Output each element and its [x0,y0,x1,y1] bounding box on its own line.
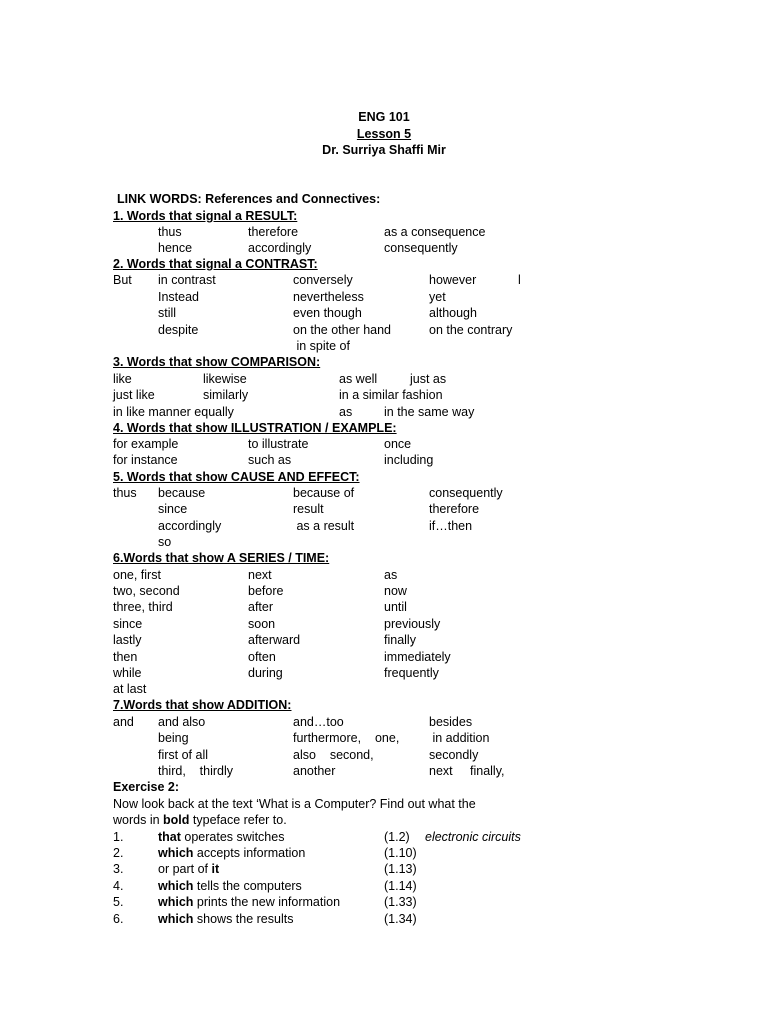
exercise-item-answer: electronic circuits [425,830,521,844]
list-item: now [384,584,407,598]
lesson-title: Lesson 5 [356,127,412,141]
list-item: for example [113,437,179,451]
list-item: lastly [113,633,142,647]
list-item: for instance [113,453,178,467]
list-item: similarly [203,388,249,402]
list-item: as [384,568,398,582]
exercise-item-text [158,894,340,910]
list-item: in spite of [293,339,350,353]
list-item: afterward [248,633,301,647]
list-item: therefore [429,502,480,516]
list-item: thus [113,486,137,500]
list-item: finally [384,633,416,647]
list-item: next finally, [429,764,505,778]
exercise-phrase: prints the new information [193,895,341,909]
list-item: accordingly [158,519,222,533]
list-item: in addition [429,731,490,745]
exercise-item-text [158,845,305,861]
list-item: likewise [203,372,247,386]
list-item: so [158,535,172,549]
list-item: also second, [293,748,374,762]
exercise-item-text [158,829,284,845]
list-item: previously [384,617,441,631]
exercise-phrase: accepts information [193,846,306,860]
list-item: since [113,617,143,631]
instruction-text: words in [113,813,164,827]
list-item: until [384,600,407,614]
exercise-item-number: 1. [113,830,124,844]
list-item: consequently [384,241,458,255]
exercise-item-text [158,911,293,927]
list-item: as a consequence [384,225,486,239]
exercise-item-text [158,861,219,877]
list-item: still [158,306,177,320]
list-item: in a similar fashion [339,388,443,402]
list-item: such as [248,453,292,467]
list-item: in contrast [158,273,216,287]
exercise-bold-word: which [158,879,194,893]
list-item: one, first [113,568,161,582]
list-item: while [113,666,142,680]
list-item: being [158,731,189,745]
list-item: conversely [293,273,353,287]
list-item: before [248,584,284,598]
list-item: third, thirdly [158,764,234,778]
list-item: three, third [113,600,173,614]
exercise-item-ref: (1.10) [384,846,417,860]
exercise-item-number: 6. [113,912,124,926]
list-item: during [248,666,283,680]
list-item: l [518,273,521,287]
list-item: as well [339,372,378,386]
instruction-text: typeface refer to. [189,813,287,827]
exercise-item-number: 2. [113,846,124,860]
list-item: as [339,405,353,419]
exercise-bold-word: it [211,862,220,876]
exercise-item-number: 5. [113,895,124,909]
exercise-item-number: 4. [113,879,124,893]
section-heading-illustration: 4. Words that show ILLUSTRATION / EXAMPLE: [113,421,397,435]
exercise-item-ref: (1.14) [384,879,417,893]
section-heading-comparison: 3. Words that show COMPARISON: [113,355,321,369]
exercise-bold-word: which [158,895,194,909]
list-item: in the same way [384,405,475,419]
exercise-phrase: or part of [158,862,212,876]
exercise-item-number: 3. [113,862,124,876]
list-item: if…then [429,519,473,533]
exercise-heading: Exercise 2: [113,780,180,794]
list-item: including [384,453,434,467]
list-item: because [158,486,206,500]
list-item: although [429,306,477,320]
list-item: and…too [293,715,344,729]
list-item: to illustrate [248,437,309,451]
section-heading-cause-effect: 5. Words that show CAUSE AND EFFECT: [113,470,360,484]
list-item: furthermore, one, [293,731,400,745]
list-item: despite [158,323,199,337]
list-item: in like manner equally [113,405,234,419]
list-item: besides [429,715,473,729]
exercise-phrase: tells the computers [193,879,302,893]
exercise-item-text [158,878,302,894]
list-item: just like [113,388,155,402]
list-item: next [248,568,272,582]
list-item: first of all [158,748,209,762]
list-item: like [113,372,132,386]
section-heading-addition: 7.Words that show ADDITION: [113,698,292,712]
exercise-instruction-cont [113,812,287,828]
list-item: result [293,502,324,516]
list-item: immediately [384,650,451,664]
exercise-item-ref: (1.33) [384,895,417,909]
section-heading-series-time: 6.Words that show A SERIES / TIME: [113,551,330,565]
exercise-item-ref: (1.2) [384,830,410,844]
list-item: at last [113,682,147,696]
list-item: yet [429,290,446,304]
list-item: however [429,273,477,287]
list-item: accordingly [248,241,312,255]
exercise-item-ref: (1.13) [384,862,417,876]
list-item: on the contrary [429,323,513,337]
author-name: Dr. Surriya Shaffi Mir [322,143,446,157]
exercise-item-ref: (1.34) [384,912,417,926]
list-item: nevertheless [293,290,364,304]
section-heading-contrast: 2. Words that signal a CONTRAST: [113,257,318,271]
exercise-bold-word: that [158,830,181,844]
list-item: another [293,764,336,778]
list-item: after [248,600,274,614]
list-item: since [158,502,188,516]
list-item: then [113,650,138,664]
list-item: thus [158,225,182,239]
list-item: often [248,650,276,664]
course-code: ENG 101 [358,110,410,124]
list-item: soon [248,617,276,631]
list-item: once [384,437,412,451]
document-title: LINK WORDS: References and Connectives: [117,192,381,206]
list-item: consequently [429,486,503,500]
instruction-bold-word: bold [163,813,190,827]
list-item: on the other hand [293,323,391,337]
list-item: two, second [113,584,180,598]
exercise-phrase: operates switches [180,830,285,844]
list-item: just as [410,372,447,386]
list-item: as a result [293,519,355,533]
list-item: even though [293,306,362,320]
exercise-bold-word: which [158,846,194,860]
list-item: and also [158,715,206,729]
exercise-phrase: shows the results [193,912,294,926]
list-item: Instead [158,290,200,304]
exercise-bold-word: which [158,912,194,926]
list-item: secondly [429,748,479,762]
list-item: frequently [384,666,439,680]
exercise-instruction: Now look back at the text ‘What is a Computer? Find out what the [113,797,476,811]
list-item: But [113,273,132,287]
section-heading-result: 1. Words that signal a RESULT: [113,209,298,223]
list-item: therefore [248,225,299,239]
list-item: hence [158,241,193,255]
list-item: because of [293,486,355,500]
list-item: and [113,715,134,729]
